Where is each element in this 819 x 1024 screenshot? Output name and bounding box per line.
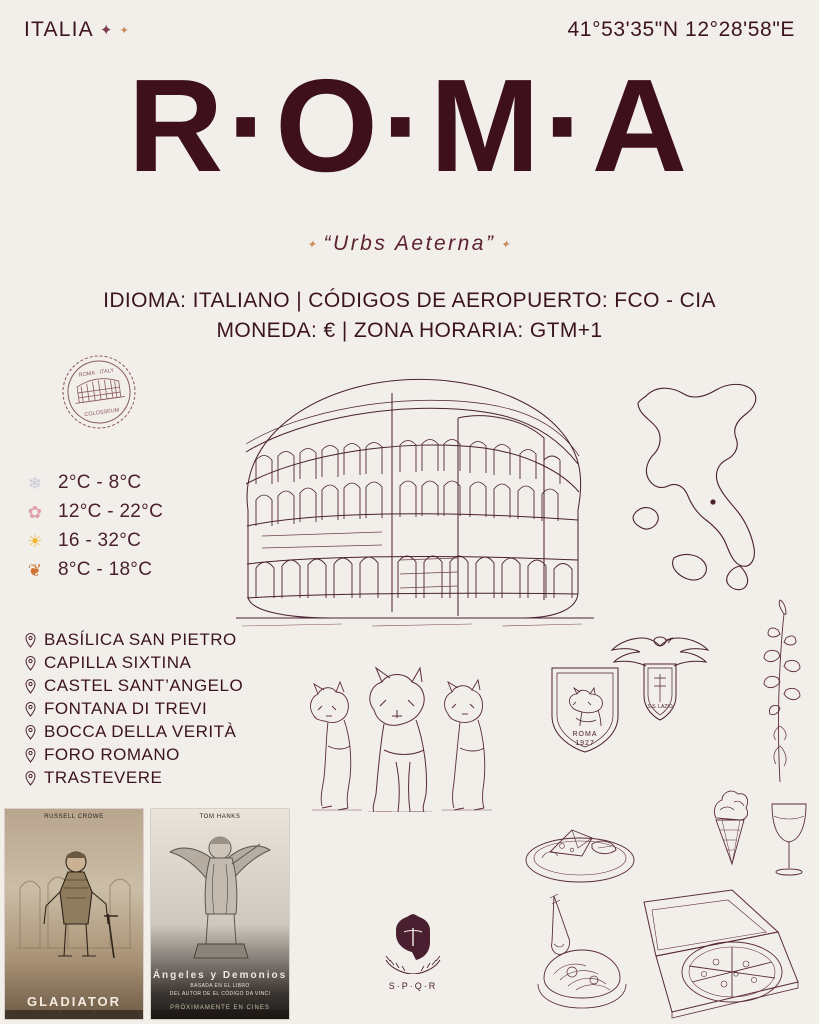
sun-icon: ☀: [27, 531, 43, 551]
weather-row-summer: [24, 530, 163, 552]
landmark-label: BASÍLICA SAN PIETRO: [44, 630, 237, 649]
wolves-illustration: [292, 662, 502, 812]
poster-title: Ángeles y Demonios: [152, 970, 288, 981]
angels-and-demons-poster[interactable]: [150, 808, 290, 1020]
list-item: [24, 699, 243, 719]
colosseum-illustration: [222, 360, 622, 640]
poster-top-credit: TOM HANKS: [199, 814, 241, 820]
weather-range-winter: 2°C - 8°C: [58, 472, 142, 493]
sparkle-left-icon: ✦: [306, 238, 319, 251]
cheese-plate-illustration: [520, 800, 640, 890]
gladiator-figure: [14, 828, 134, 973]
poster-top-credit: RUSSELL CROWE: [44, 814, 104, 820]
spqr-emblem: [368, 908, 458, 991]
landmark-label: FONTANA DI TREVI: [44, 699, 208, 718]
list-item: [24, 676, 243, 696]
list-item: [24, 653, 243, 673]
weather-range-autumn: 8°C - 18°C: [58, 559, 153, 580]
list-item: [24, 745, 243, 765]
map-pin-icon: [24, 724, 37, 740]
poster-tagline-1: BASADA EN EL LIBRO: [190, 983, 250, 989]
weather-row-winter: [24, 472, 163, 494]
poster-release-note: PRÓXIMAMENTE EN CINES: [170, 1005, 270, 1011]
info-block: [0, 286, 819, 347]
list-item: [24, 768, 243, 788]
svg-text:COLOSSEUM: COLOSSEUM: [84, 407, 120, 419]
info-line-2: MONEDA: € | ZONA HORARIA: GTM+1: [216, 319, 603, 343]
pasta-illustration: [510, 892, 640, 1014]
weather-row-autumn: [24, 559, 163, 581]
landmark-label: TRASTEVERE: [44, 768, 163, 787]
coordinates-label: 41°53'35"N 12°28'58"E: [567, 18, 795, 41]
country-label: [24, 18, 130, 42]
map-pin-icon: [24, 678, 37, 694]
snowflake-icon: ❄: [27, 473, 43, 493]
sparkle-small-icon: ✦: [119, 24, 131, 37]
crest-line-1: S.S. LAZIO: [647, 704, 673, 710]
movie-posters: [4, 808, 290, 1020]
map-pin-icon: [24, 632, 37, 648]
angel-statue-figure: [162, 818, 278, 973]
landmark-label: CASTEL SANT’ANGELO: [44, 676, 244, 695]
map-pin-icon: [24, 747, 37, 763]
ss-lazio-crest: [608, 618, 712, 730]
pizza-box-illustration: [628, 886, 808, 1024]
poster-credits: UNA HISTORIA DE VENGANZA · DREAMWORKS: [9, 1010, 139, 1016]
poster-title: GLADIATOR: [26, 994, 122, 1009]
poster-tagline-2: DEL AUTOR DE EL CÓDIGO DA VINCI: [169, 991, 271, 997]
landmark-label: CAPILLA SIXTINA: [44, 653, 192, 672]
landmark-label: BOCCA DELLA VERITÀ: [44, 722, 237, 741]
weather-list: [24, 472, 163, 581]
crest-line-2: 1927: [575, 740, 595, 747]
weather-range-summer: 16 - 32°C: [58, 530, 142, 551]
spqr-label: S·P·Q·R: [388, 981, 438, 991]
map-pin-icon: [24, 770, 37, 786]
gladiolus-flower-illustration: [748, 596, 808, 786]
list-item: [24, 630, 243, 650]
weather-range-spring: 12°C - 22°C: [58, 501, 164, 522]
blossom-icon: ✿: [27, 502, 43, 522]
gladiator-poster[interactable]: [4, 808, 144, 1020]
gelato-illustration: [700, 778, 760, 870]
sparkle-right-icon: ✦: [500, 238, 513, 251]
motto: [0, 232, 819, 256]
italy-map-outline: [618, 362, 798, 612]
colosseum-stamp: [44, 352, 154, 432]
map-pin-icon: [24, 701, 37, 717]
info-line-1: IDIOMA: ITALIANO | CÓDIGOS DE AEROPUERTO: FCO - CIA: [103, 289, 716, 312]
weather-row-spring: [24, 501, 163, 523]
wine-glass-illustration: [762, 796, 816, 882]
sparkle-icon: ✦: [99, 22, 114, 39]
crest-line-1: ROMA: [572, 731, 598, 738]
page-title: R·O·M·A: [127, 52, 692, 199]
topbar: [0, 18, 819, 42]
landmark-label: FORO ROMANO: [44, 745, 180, 764]
poster-bottom-strip: [151, 1010, 289, 1019]
list-item: [24, 722, 243, 742]
landmark-list: [24, 630, 243, 788]
maple-leaf-icon: ❦: [27, 560, 43, 580]
motto-text: “Urbs Aeterna”: [323, 232, 496, 255]
map-pin-icon: [24, 655, 37, 671]
svg-text:ROMA · ITALY: ROMA · ITALY: [78, 367, 115, 379]
country-text: ITALIA: [24, 18, 94, 41]
